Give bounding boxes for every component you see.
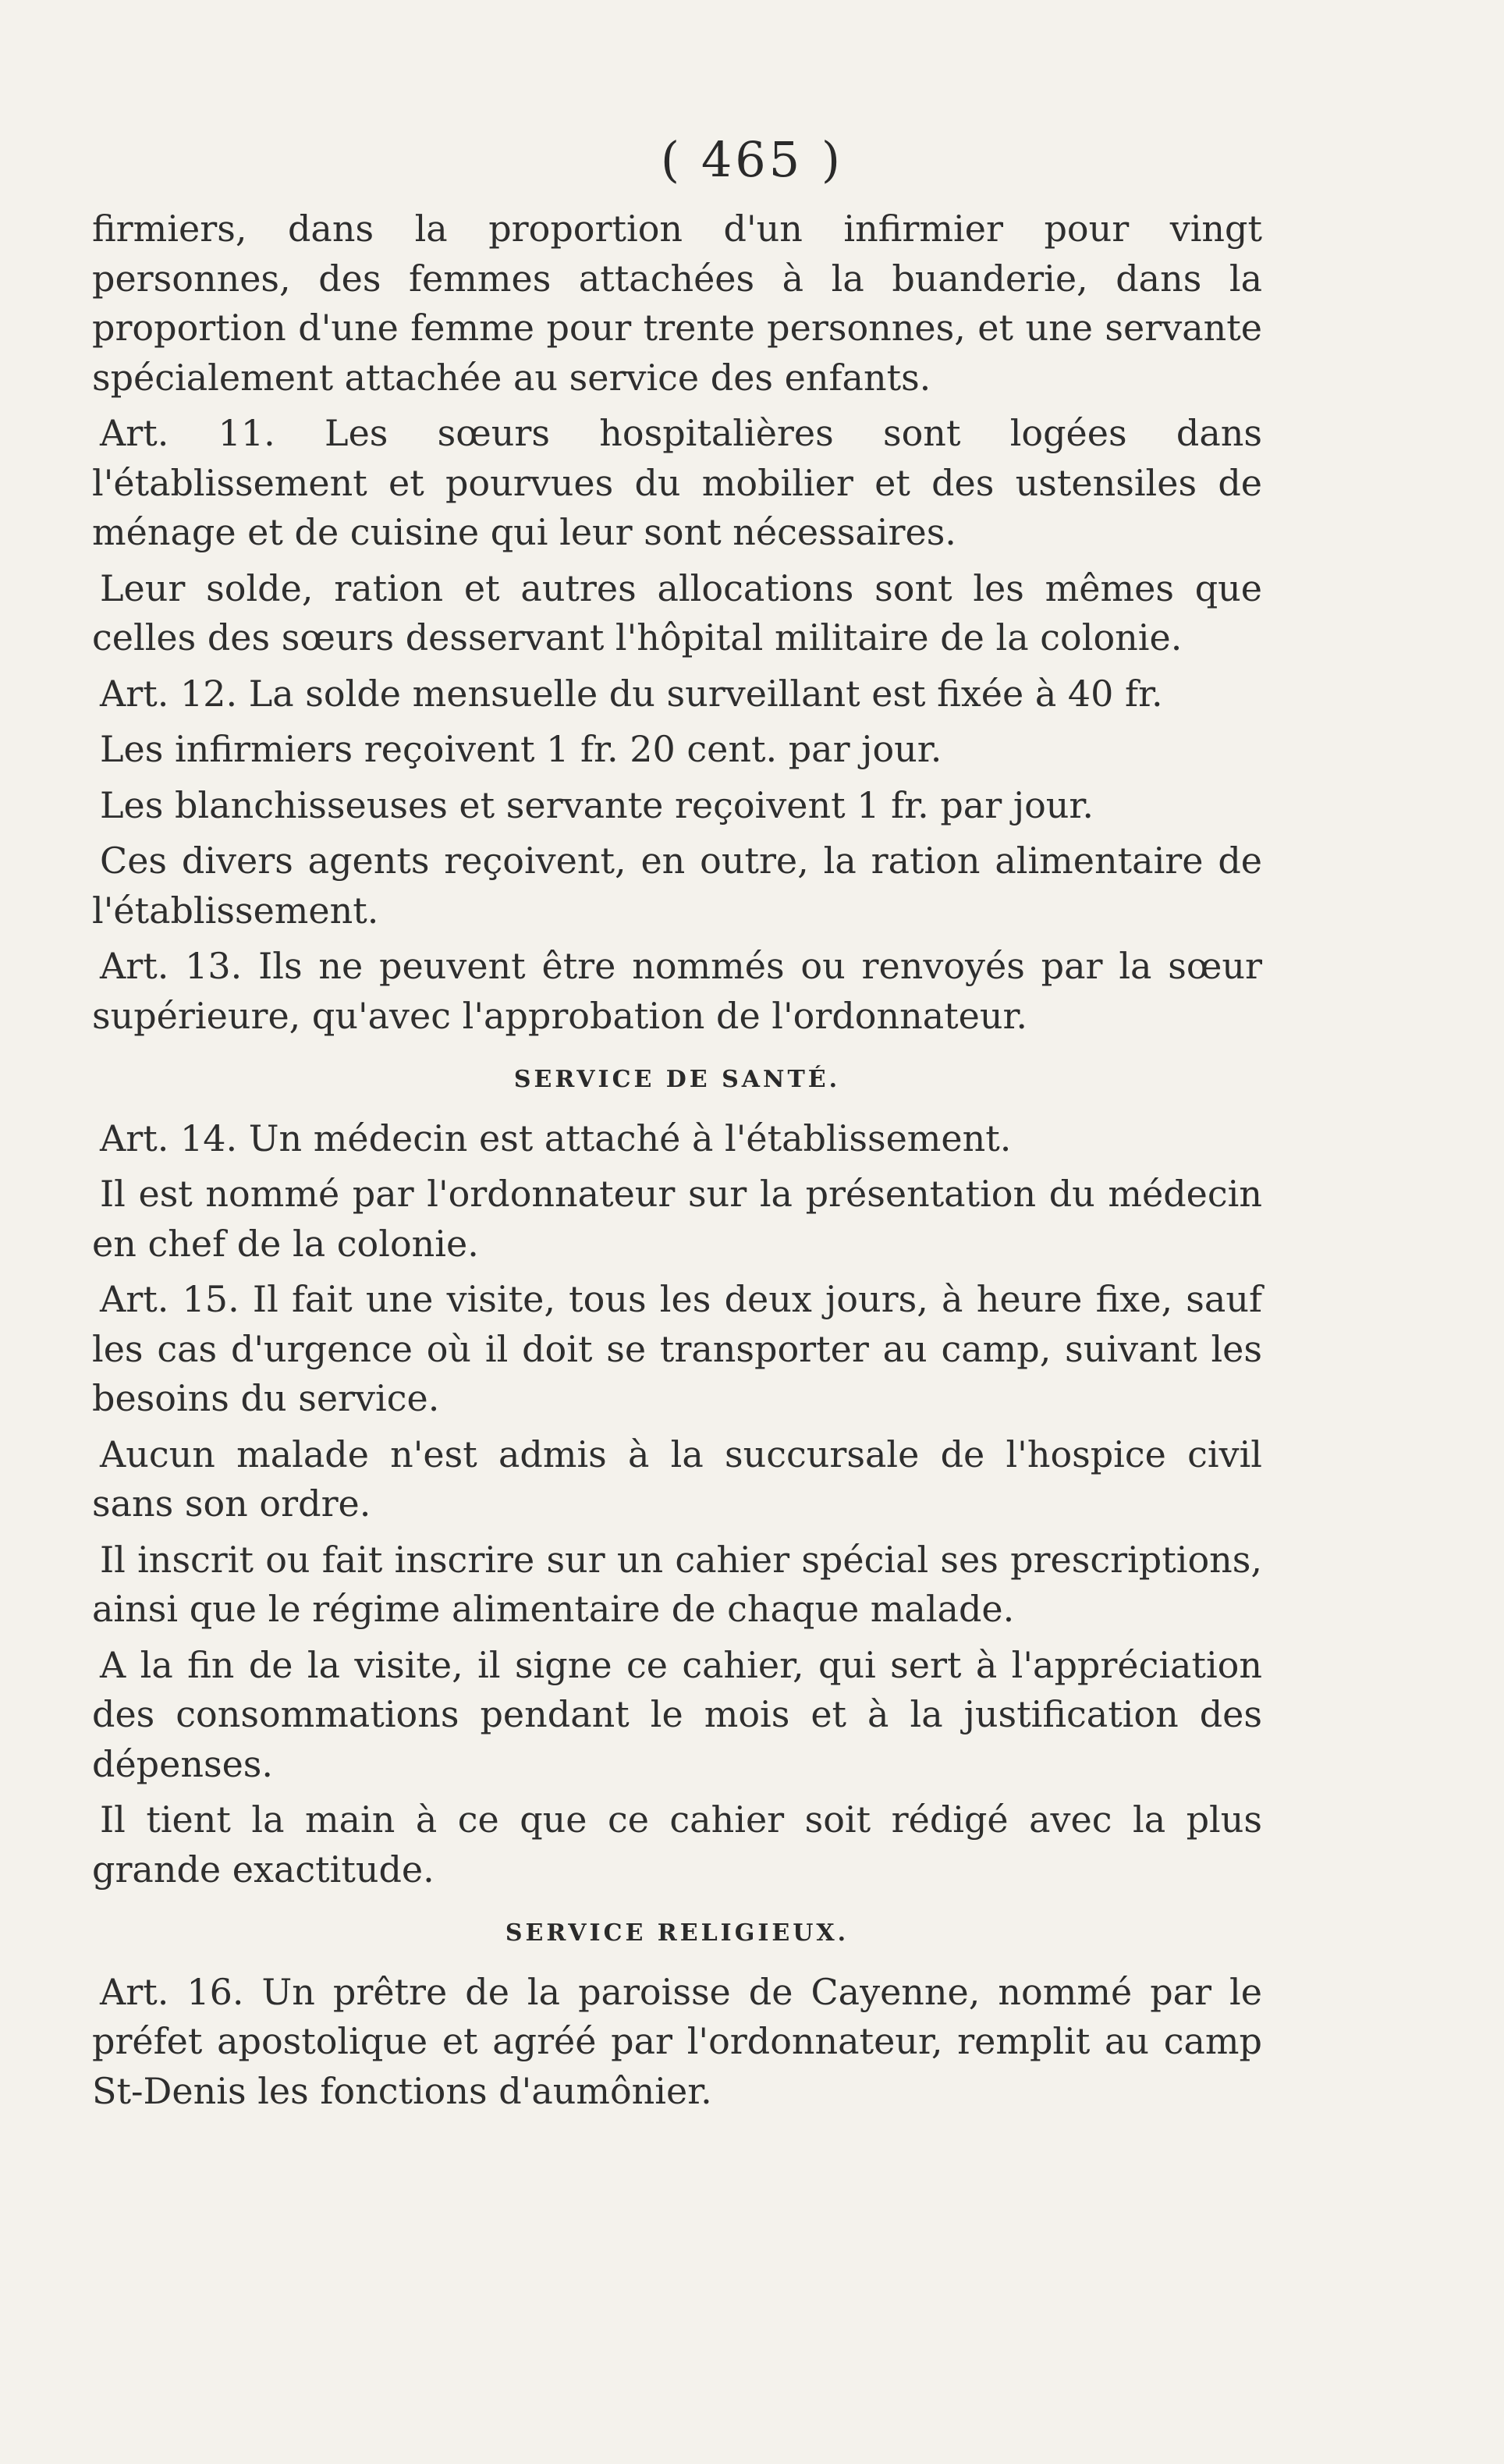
paragraph: Leur solde, ration et autres allocations sont les mêmes que celles des sœurs desservant l'hôpital militaire de la colonie.	[92, 566, 1262, 659]
paragraph: Il est nommé par l'ordonnateur sur la présentation du médecin en chef de la colonie.	[92, 1173, 1262, 1265]
section-heading-religieux: SERVICE RELIGIEUX.	[505, 1919, 850, 1947]
page-number: ( 465 )	[660, 131, 844, 188]
paragraph: Art. 11. Les sœurs hospitalières sont logées dans l'établissement et pourvues du mobilier et des ustensiles de ménage et de cuisine qui leur sont nécessaires.	[92, 412, 1262, 553]
paragraph: Aucun malade n'est admis à la succursale de l'hospice civil sans son ordre.	[92, 1433, 1262, 1525]
paragraph: Art. 15. Il fait une visite, tous les deux jours, à heure fixe, sauf les cas d'urgence où il doit se transporter au camp, suivant les besoins du service.	[92, 1278, 1262, 1419]
paragraph: Les blanchisseuses et servante reçoivent 1 fr. par jour.	[100, 783, 1094, 826]
paragraph: Il tient la main à ce que ce cahier soit rédigé avec la plus grande exactitude.	[92, 1798, 1262, 1891]
body-text	[92, 204, 1262, 2116]
paragraph: Ces divers agents reçoivent, en outre, la ration alimentaire de l'établissement.	[92, 840, 1262, 932]
paragraph: Art. 16. Un prêtre de la paroisse de Cayenne, nommé par le préfet apostolique et agréé par l'ordonnateur, remplit au camp St-Denis les fonctions d'aumônier.	[92, 1970, 1262, 2112]
section-heading-sante: SERVICE DE SANTÉ.	[513, 1066, 841, 1093]
paragraph: Il inscrit ou fait inscrire sur un cahier spécial ses prescriptions, ainsi que le régime alimentaire de chaque malade.	[92, 1538, 1262, 1630]
paragraph: firmiers, dans la proportion d'un infirmier pour vingt personnes, des femmes attachées à la buanderie, dans la proportion d'une femme pour trente personnes, et une servante spécialement attachée au service des enfants.	[92, 208, 1262, 399]
paragraph: Art. 12. La solde mensuelle du surveillant est fixée à 40 fr.	[100, 672, 1163, 715]
paragraph: Les infirmiers reçoivent 1 fr. 20 cent. par jour.	[100, 728, 942, 770]
paragraph: Art. 14. Un médecin est attaché à l'établissement.	[100, 1117, 1012, 1159]
paragraph: A la fin de la visite, il signe ce cahier, qui sert à l'appréciation des consommations pendant le mois et à la justification des dépenses.	[92, 1643, 1262, 1785]
paragraph: Art. 13. Ils ne peuvent être nommés ou renvoyés par la sœur supérieure, qu'avec l'approbation de l'ordonnateur.	[92, 945, 1262, 1037]
